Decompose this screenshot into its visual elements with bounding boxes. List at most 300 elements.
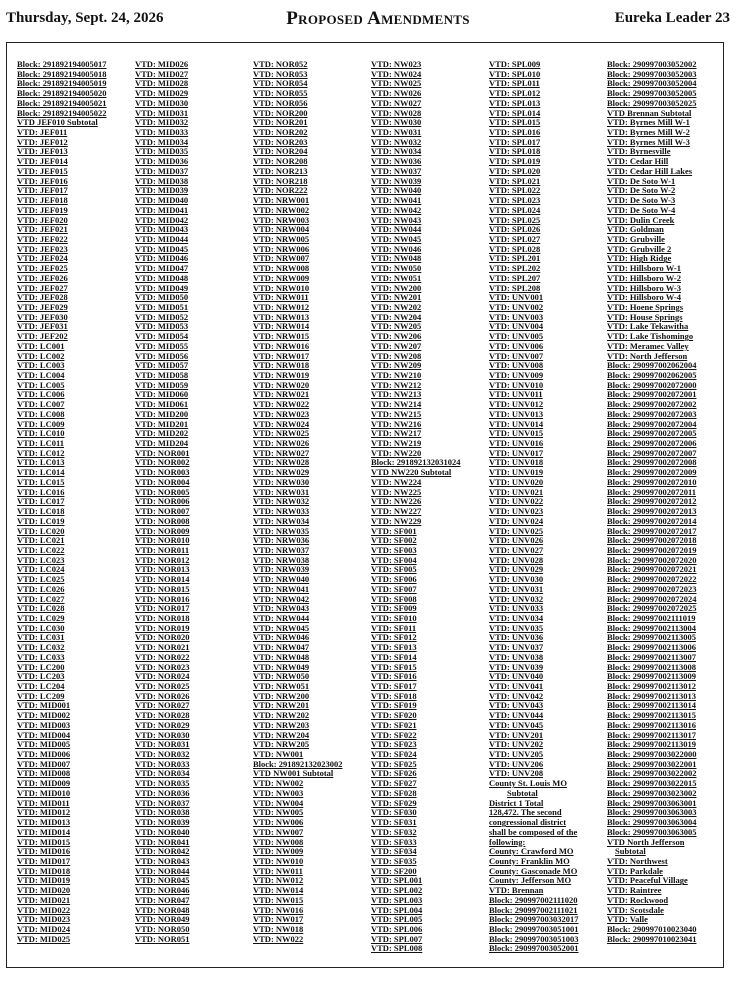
listing-entry: VTD: LC031: [17, 633, 65, 643]
listing-entry: VTD: NRW203: [253, 720, 310, 730]
listing-entry: VTD: NOR222: [253, 186, 308, 196]
listing-entry: following:: [489, 837, 526, 847]
listing-entry: VTD: MID050: [135, 293, 189, 303]
listing-entry: VTD: NOR011: [135, 545, 190, 555]
listing-entry: VTD: NRW018: [253, 361, 310, 371]
listing-entry: VTD: SPL007: [371, 934, 423, 944]
listing-entry: VTD: SF006: [371, 575, 417, 585]
listing-entry: Block: 291892194005021: [17, 98, 107, 108]
listing-entry: VTD: Rockwood: [607, 895, 669, 905]
listing-entry: VTD: SF027: [371, 779, 417, 789]
listing-entry: VTD: NRW026: [253, 439, 310, 449]
listing-entry: VTD: NOR054: [253, 79, 308, 89]
listing-entry: VTD: MID033: [135, 128, 189, 138]
listing-entry: VTD: UNV036: [489, 633, 544, 643]
listing-entry: VTD: MID055: [135, 341, 189, 351]
listing-entry: VTD: NW045: [371, 234, 422, 244]
listing-entry: Subtotal: [615, 847, 646, 857]
listing-entry: VTD: Raintree: [607, 886, 662, 896]
listing-entry: VTD: UNV037: [489, 643, 544, 653]
listing-entry: Block: 290997002113014: [607, 701, 697, 711]
listing-entry: VTD: MID043: [135, 225, 189, 235]
listing-entry: VTD: NRW006: [253, 244, 310, 254]
listing-entry: VTD: MID029: [135, 89, 189, 99]
listing-entry: VTD: House Springs: [607, 312, 683, 322]
listing-entry: VTD: SPL017: [489, 137, 541, 147]
listing-entry: VTD: NOR007: [135, 507, 190, 517]
listing-entry: VTD: NW001: [253, 750, 304, 760]
listing-entry: VTD: MID056: [135, 351, 189, 361]
listing-entry: VTD: NW027: [371, 98, 422, 108]
listing-entry: VTD: NRW007: [253, 254, 310, 264]
listing-entry: VTD: NW200: [371, 283, 422, 293]
listing-entry: VTD: De Soto W-4: [607, 205, 676, 215]
listing-entry: VTD: UNV025: [489, 526, 544, 536]
listing-entry: VTD: NRW200: [253, 691, 310, 701]
listing-entry: VTD: NW219: [371, 439, 422, 449]
listing-entry: VTD: NRW033: [253, 507, 310, 517]
listing-entry: VTD: MID044: [135, 234, 189, 244]
listing-entry: VTD: NW229: [371, 516, 422, 526]
listing-entry: VTD: UNV044: [489, 711, 544, 721]
listing-entry: VTD: SF009: [371, 604, 417, 614]
listing-entry: Block: 290997003063001: [607, 798, 697, 808]
listing-column-6: [607, 60, 721, 944]
listing-entry: VTD: NOR015: [135, 584, 190, 594]
listing-entry: VTD: NOR001: [135, 448, 190, 458]
listing-entry: VTD: NW225: [371, 487, 422, 497]
listing-entry: Block: 290997002072023: [607, 584, 697, 594]
listing-entry: VTD: UNV012: [489, 400, 544, 410]
listing-entry: VTD: MID019: [17, 876, 71, 886]
listing-entry: VTD: MID004: [17, 730, 71, 740]
listing-entry: VTD: MID013: [17, 818, 71, 828]
listing-entry: VTD: NOR019: [135, 623, 190, 633]
listing-entry: VTD: MID045: [135, 244, 189, 254]
listing-entry: VTD: MID054: [135, 332, 189, 342]
listing-entry: VTD: NW024: [371, 69, 422, 79]
listing-entry: VTD: MID052: [135, 312, 189, 322]
listing-entry: VTD: NOR050: [135, 924, 190, 934]
listing-entry: VTD: NW046: [371, 244, 422, 254]
listing-entry: Block: 290997002113016: [607, 720, 697, 730]
listing-entry: VTD: SF012: [371, 633, 417, 643]
listing-entry: VTD: LC030: [17, 623, 65, 633]
listing-entry: VTD: MID040: [135, 196, 189, 206]
listing-entry: VTD: MID030: [135, 98, 189, 108]
listing-entry: VTD: NRW205: [253, 740, 310, 750]
listing-entry: VTD: NW025: [371, 79, 422, 89]
listing-entry: VTD: UNV007: [489, 351, 544, 361]
listing-entry: VTD: NRW032: [253, 497, 310, 507]
listing-entry: VTD: UNV040: [489, 672, 544, 682]
listing-entry: VTD: UNV205: [489, 750, 544, 760]
listing-entry: VTD: UNV009: [489, 371, 544, 380]
listing-entry: VTD: SPL202: [489, 264, 541, 274]
listing-entry: VTD: NOR012: [135, 555, 190, 565]
listing-entry: VTD: MID037: [135, 166, 189, 176]
listing-entry: VTD: LC017: [17, 497, 65, 507]
listing-entry: VTD: UNV001: [489, 293, 544, 303]
listing-entry: VTD: NW004: [253, 798, 304, 808]
listing-entry: VTD: NW210: [371, 371, 422, 380]
listing-entry: Block: 290997002072009: [607, 468, 697, 478]
listing-entry: VTD: NOR049: [135, 915, 190, 925]
listing-entry: VTD: NRW022: [253, 400, 310, 410]
listing-entry: Block: 290997002072002: [607, 400, 697, 410]
listing-entry: VTD: LC002: [17, 351, 65, 361]
listing-entry: VTD: NRW036: [253, 536, 310, 546]
listing-entry: VTD: JEF014: [17, 157, 68, 167]
listing-entry: VTD: NRW044: [253, 613, 310, 623]
listing-entry: VTD: Northwest: [607, 856, 668, 866]
listing-entry: VTD: NOR053: [253, 69, 308, 79]
listing-entry: VTD: LC003: [17, 361, 65, 371]
listing-entry: VTD: NOR200: [253, 108, 308, 118]
listing-entry: VTD: NOR026: [135, 691, 190, 701]
listing-entry: VTD: MID010: [17, 788, 71, 798]
listing-entry: VTD: NW205: [371, 322, 422, 332]
listing-entry: Block: 290997002072011: [607, 487, 697, 497]
listing-entry: VTD: NW022: [253, 934, 304, 944]
listing-entry: VTD: Lake Tishomingo: [607, 332, 694, 342]
listing-entry: Block: 290997002111019: [607, 613, 696, 623]
listing-entry: VTD: NW028: [371, 108, 422, 118]
listing-entry: Block: 290997003052025: [607, 98, 697, 108]
listing-entry: VTD: UNV005: [489, 332, 544, 342]
listing-entry: VTD: NOR213: [253, 166, 308, 176]
listing-entry: VTD: UNV035: [489, 623, 544, 633]
listing-entry: VTD: MID034: [135, 137, 189, 147]
listing-entry: VTD: NW214: [371, 400, 422, 410]
listing-entry: VTD: UNV202: [489, 740, 544, 750]
listing-entry: VTD: UNV208: [489, 769, 544, 779]
listing-entry: Block: 290997003052003: [607, 69, 697, 79]
listing-entry: VTD: MID003: [17, 720, 71, 730]
listing-entry: VTD: NOR202: [253, 128, 308, 138]
listing-entry: Block: 290997002072004: [607, 419, 697, 429]
listing-entry: VTD: NW037: [371, 166, 422, 176]
listing-entry: VTD: NOR013: [135, 565, 190, 575]
listing-entry: VTD: SF005: [371, 565, 417, 575]
listing-entry: Block: 290997002111021: [489, 905, 578, 915]
listing-entry: VTD: LC009: [17, 419, 65, 429]
listing-entry: VTD: NOR203: [253, 137, 308, 147]
listing-entry: VTD: NRW015: [253, 332, 310, 342]
listing-entry: VTD: NOR044: [135, 866, 190, 876]
listing-entry: 128,472. The second: [489, 808, 562, 818]
listing-entry: Block: 290997002113004: [607, 623, 697, 633]
listing-entry: VTD: NW204: [371, 312, 422, 322]
listing-entry: VTD: Scotsdale: [607, 905, 664, 915]
listing-entry: congressional district: [489, 818, 567, 828]
listing-entry: VTD: LC006: [17, 390, 65, 400]
listing-entry: VTD: JEF011: [17, 128, 68, 138]
listing-entry: Block: 290997003063003: [607, 808, 697, 818]
listing-entry: VTD: NW012: [253, 876, 304, 886]
listing-entry: VTD: NW026: [371, 89, 422, 99]
listing-column-1: [17, 60, 129, 944]
listing-entry: VTD: SF022: [371, 730, 417, 740]
listing-entry: VTD: NRW030: [253, 477, 310, 487]
listing-entry: VTD: SF013: [371, 643, 417, 653]
listing-entry: VTD: SF007: [371, 584, 417, 594]
listing-entry: VTD: LC019: [17, 516, 65, 526]
listing-entry: VTD: NOR040: [135, 827, 190, 837]
listing-entry: Block: 290997010023041: [607, 934, 697, 944]
listing-entry: VTD: NW009: [253, 847, 304, 857]
listing-entry: VTD: MID007: [17, 759, 71, 769]
listing-entry: VTD: LC022: [17, 545, 65, 555]
listing-entry: VTD: SPL010: [489, 69, 541, 79]
listing-entry: Block: 290997002072021: [607, 565, 697, 575]
listing-entry: VTD: SF001: [371, 526, 417, 536]
listing-entry: VTD: SPL005: [371, 915, 423, 925]
listing-entry: VTD: MID024: [17, 924, 71, 934]
listing-entry: VTD: UNV041: [489, 682, 544, 691]
listing-entry: VTD: De Soto W-1: [607, 176, 676, 186]
listing-entry: VTD: UNV027: [489, 545, 544, 555]
listing-entry: VTD: JEF025: [17, 264, 68, 274]
listing-entry: Block: 290997002072025: [607, 604, 697, 614]
listing-entry: VTD: UNV206: [489, 759, 544, 769]
listing-entry: VTD: SF008: [371, 594, 417, 604]
listing-entry: VTD: JEF022: [17, 234, 68, 244]
listing-entry: VTD: Parkdale: [607, 866, 663, 876]
listing-entry: VTD: JEF024: [17, 254, 68, 264]
listing-entry: VTD: NW003: [253, 788, 304, 798]
listing-entry: VTD: Hillsboro W-4: [607, 293, 681, 303]
listing-entry: VTD: SF003: [371, 545, 417, 555]
listing-entry: VTD: MID006: [17, 750, 71, 760]
listing-entry: VTD: MID202: [135, 429, 189, 439]
listing-entry: Block: 290997002113015: [607, 711, 697, 721]
listing-entry: VTD: LC013: [17, 458, 65, 468]
listing-entry: VTD: MID204: [135, 439, 189, 449]
listing-entry: Block: 290997002072013: [607, 507, 697, 517]
listing-entry: VTD: UNV003: [489, 312, 544, 322]
listing-entry: VTD: NOR041: [135, 837, 190, 847]
listing-entry: Block: 290997002072019: [607, 545, 697, 555]
listing-entry: Block: 290997003051003: [489, 934, 579, 944]
listing-entry: VTD: SPL019: [489, 157, 541, 167]
listing-entry: VTD: Hillsboro W-2: [607, 273, 681, 283]
listing-entry: VTD: NRW048: [253, 652, 310, 662]
listing-entry: VTD: NRW013: [253, 312, 310, 322]
listing-entry: VTD: LC011: [17, 439, 64, 449]
listing-entry: VTD: NRW046: [253, 633, 310, 643]
listing-entry: VTD: JEF015: [17, 166, 68, 176]
paper-name-and-page: [615, 10, 730, 27]
listing-entry: Block: 290997003063005: [607, 827, 697, 837]
listing-entry: VTD: MID053: [135, 322, 189, 332]
listing-entry: VTD: MID011: [17, 798, 70, 808]
listing-entry: VTD: SPL001: [371, 876, 423, 886]
listing-entry: VTD: SPL018: [489, 147, 541, 157]
listing-entry: VTD: MID046: [135, 254, 189, 264]
listing-entry: VTD: MID035: [135, 147, 189, 157]
listing-entry: VTD: UNV016: [489, 439, 544, 449]
listing-entry: VTD: NOR017: [135, 604, 190, 614]
listing-entry: VTD: SPL011: [489, 79, 540, 89]
listing-entry: Block: 290997002072007: [607, 448, 697, 458]
listing-entry: VTD: UNV013: [489, 409, 544, 419]
listing-entry: VTD JEF010 Subtotal: [17, 118, 98, 128]
listing-entry: VTD: Hillsboro W-3: [607, 283, 681, 293]
listing-entry: VTD: SF028: [371, 788, 417, 798]
listing-entry: VTD: NOR039: [135, 818, 190, 828]
listing-entry: VTD: NOR056: [253, 98, 308, 108]
listing-entry: VTD: NRW012: [253, 302, 310, 312]
listing-entry: VTD: LC027: [17, 594, 65, 604]
listing-entry: VTD: NW002: [253, 779, 304, 789]
listing-entry: VTD: LC018: [17, 507, 65, 517]
listing-entry: VTD: MID005: [17, 740, 71, 750]
listing-entry: VTD: Peaceful Village: [607, 876, 688, 886]
listing-entry: VTD: NRW028: [253, 458, 310, 468]
listing-entry: Block: 290997002072020: [607, 555, 697, 565]
listing-entry: VTD: NW201: [371, 293, 422, 303]
listing-entry: VTD: NRW204: [253, 730, 310, 740]
listing-entry: VTD: NW043: [371, 215, 422, 225]
listing-entry: Block: 290997003022000: [607, 750, 697, 760]
listing-entry: VTD: SF200: [371, 866, 417, 876]
listing-entry: VTD: LC001: [17, 341, 65, 351]
page-number: 23: [715, 10, 730, 26]
listing-entry: VTD: NW216: [371, 419, 422, 429]
listing-entry: VTD: NRW041: [253, 584, 310, 594]
listing-entry: VTD: SF026: [371, 769, 417, 779]
listing-entry: VTD: NW031: [371, 128, 422, 138]
listing-entry: VTD: NW226: [371, 497, 422, 507]
listing-entry: VTD: SPL013: [489, 98, 541, 108]
listing-entry: VTD: LC204: [17, 682, 65, 691]
listing-entry: Block: 291892194005019: [17, 79, 107, 89]
listing-entry: VTD: LC024: [17, 565, 65, 575]
listing-entry: VTD: NRW050: [253, 672, 310, 682]
listing-entry: VTD: MID041: [135, 205, 189, 215]
listing-entry: VTD: NOR006: [135, 497, 190, 507]
listing-entry: VTD: UNV026: [489, 536, 544, 546]
listing-entry: VTD: NW209: [371, 361, 422, 371]
listing-entry: VTD: Meramec Valley: [607, 341, 689, 351]
listing-entry: VTD: MID027: [135, 69, 189, 79]
listing-entry: Block: 290997003032017: [489, 915, 579, 925]
listing-entry: Block: 290997002113008: [607, 662, 697, 672]
listing-entry: VTD: MID026: [135, 60, 189, 69]
listing-entry: Block: 290997002111020: [489, 895, 578, 905]
listing-entry: VTD: JEF012: [17, 137, 68, 147]
listing-entry: VTD: SPL021: [489, 176, 541, 186]
listing-entry: VTD: JEF016: [17, 176, 68, 186]
section-title: Proposed Amendments: [286, 8, 470, 29]
listing-entry: VTD: UNV039: [489, 662, 544, 672]
listing-entry: VTD: MID028: [135, 79, 189, 89]
listing-entry: VTD: NW224: [371, 477, 422, 487]
listing-entry: VTD: NOR055: [253, 89, 308, 99]
listing-entry: VTD: NW036: [371, 157, 422, 167]
listing-entry: VTD: NW041: [371, 196, 422, 206]
listing-entry: VTD: MID018: [17, 866, 71, 876]
listing-entry: VTD: SPL002: [371, 886, 423, 896]
listing-entry: VTD: NOR028: [135, 711, 190, 721]
listing-entry: VTD: SPL024: [489, 205, 541, 215]
listing-entry: VTD: Brennan: [489, 886, 544, 896]
listing-entry: Block: 290997003052004: [607, 79, 697, 89]
listing-entry: VTD: JEF202: [17, 332, 68, 342]
listing-entry: VTD: SF020: [371, 711, 417, 721]
listing-entry: VTD: SF017: [371, 682, 417, 691]
listing-column-4: [371, 60, 487, 954]
listing-entry: VTD: UNV011: [489, 390, 543, 400]
listing-entry: Block: 291892132031024: [371, 458, 461, 468]
listing-entry: Subtotal: [507, 788, 538, 798]
listing-entry: VTD: UNV042: [489, 691, 544, 701]
listing-entry: VTD: NW039: [371, 176, 422, 186]
listing-entry: VTD: NOR042: [135, 847, 190, 857]
listing-entry: VTD: UNV008: [489, 361, 544, 371]
listing-entry: VTD: UNV019: [489, 468, 544, 478]
listing-entry: VTD: LC026: [17, 584, 65, 594]
listing-entry: VTD: JEF028: [17, 293, 68, 303]
listing-entry: VTD: NOR034: [135, 769, 190, 779]
listing-entry: VTD: Byrnes Mill W-3: [607, 137, 690, 147]
listing-entry: VTD: MID021: [17, 895, 71, 905]
listing-entry: VTD: NOR033: [135, 759, 190, 769]
listing-entry: Block: 290997002062004: [607, 361, 697, 371]
listing-entry: Block: 290997002072024: [607, 594, 697, 604]
listing-entry: VTD: UNV024: [489, 516, 544, 526]
listing-entry: VTD: LC010: [17, 429, 65, 439]
listing-entry: VTD: NOR021: [135, 643, 190, 653]
listing-entry: VTD: NRW019: [253, 371, 310, 380]
listing-entry: County: Gasconade MO: [489, 866, 578, 876]
listing-entry: VTD: LC004: [17, 371, 65, 380]
listing-entry: VTD: Hillsboro W-1: [607, 264, 681, 274]
listing-entry: Block: 290997003023002: [607, 788, 697, 798]
listing-entry: VTD: NRW014: [253, 322, 310, 332]
listing-entry: VTD: NRW034: [253, 516, 310, 526]
amendment-listing-box: [6, 42, 724, 968]
listing-entry: Block: 290997002072018: [607, 536, 697, 546]
listing-entry: VTD Brennan Subtotal: [607, 108, 692, 118]
listing-entry: VTD: UNV045: [489, 720, 544, 730]
listing-entry: VTD: MID042: [135, 215, 189, 225]
listing-entry: VTD: NRW021: [253, 390, 310, 400]
listing-entry: VTD: LC021: [17, 536, 65, 546]
listing-entry: VTD: NW034: [371, 147, 422, 157]
listing-entry: VTD NW001 Subtotal: [253, 769, 334, 779]
listing-entry: VTD: MID015: [17, 837, 71, 847]
listing-entry: VTD: Byrnes Mill W-1: [607, 118, 690, 128]
listing-entry: VTD: SF033: [371, 837, 417, 847]
listing-entry: Block: 290997002072006: [607, 439, 697, 449]
listing-entry: VTD: MID022: [17, 905, 71, 915]
listing-entry: VTD: NOR043: [135, 856, 190, 866]
listing-entry: VTD: NRW040: [253, 575, 310, 585]
listing-entry: Block: 290997002113005: [607, 633, 697, 643]
listing-entry: VTD: NRW011: [253, 293, 309, 303]
listing-entry: VTD: NRW045: [253, 623, 310, 633]
listing-entry: County St. Louis MO: [489, 779, 567, 789]
listing-entry: VTD: SF035: [371, 856, 417, 866]
listing-entry: VTD: MID060: [135, 390, 189, 400]
listing-entry: VTD: UNV006: [489, 341, 544, 351]
listing-entry: VTD: SF025: [371, 759, 417, 769]
listing-entry: VTD: SPL009: [489, 60, 541, 69]
listing-entry: VTD North Jefferson: [607, 837, 685, 847]
listing-entry: VTD: NRW020: [253, 380, 310, 390]
